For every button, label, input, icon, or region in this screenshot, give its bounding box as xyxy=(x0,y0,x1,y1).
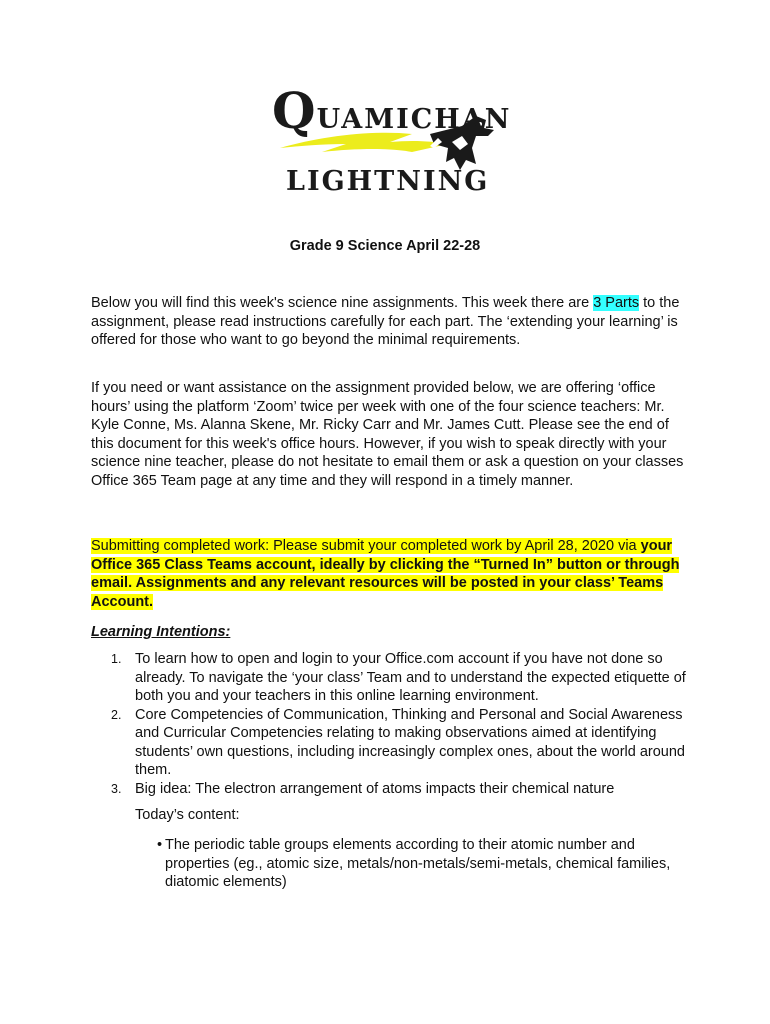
bullet-item xyxy=(135,836,695,892)
list-item xyxy=(91,706,691,780)
intro-paragraph xyxy=(91,294,691,350)
list-item xyxy=(91,780,691,799)
submitting-text: Submitting completed work: Please submit your completed work by April 28, 2020 via xyxy=(91,538,641,554)
school-logo xyxy=(262,81,512,204)
intro-text-end: to the assignment, please read instructions carefully for each part. The ‘extending your learning’ is offered for those who want to go beyond the minimal requirements. xyxy=(91,295,680,348)
learning-intentions-heading: Learning Intentions: xyxy=(91,624,231,640)
list-item-text: Big idea: The electron arrangement of atoms impacts their chemical nature xyxy=(135,780,615,797)
assistance-paragraph: If you need or want assistance on the assignment provided below, we are offering ‘office hours’ using the platform ‘Zoom’ twice per week with one of the four science teachers: Mr. Kyle Conne, Ms. Alanna Skene, Mr. Ricky Carr and Mr. James Cutt. Please see the end of this document for this week's office hours. However, if you wish to speak directly with your science nine teacher, please do not hesitate to email them or ask a question on your classes Office 365 Team page at any time and they will respond in a timely manner. xyxy=(91,380,684,489)
todays-content-list xyxy=(135,836,695,892)
logo-wordmark-top: QUAMICHAN xyxy=(272,81,512,140)
list-number: 2. xyxy=(111,707,122,722)
list-item-text: Core Competencies of Communication, Thinking and Personal and Social Awareness and Curricular Competencies relating to making observations aimed at identifying students’ own questions, including increasingly complex ones, about the world around them. xyxy=(135,706,685,778)
parts-highlight: 3 Parts xyxy=(593,295,640,311)
intro-text-start: Below you will find this week's science nine assignments. This week there are xyxy=(91,295,594,311)
bullet-icon: • xyxy=(157,837,163,853)
todays-content-label: Today’s content: xyxy=(135,807,240,823)
list-item-text: To learn how to open and login to your Office.com account if you have not done so already. To navigate the ‘your class’ Team and to understand the expected etiquette of both you and your teachers in this online learning environment. xyxy=(135,651,686,704)
learning-intentions-list xyxy=(91,650,691,798)
document-title: Grade 9 Science April 22-28 xyxy=(289,238,481,254)
bullet-item-text: The periodic table groups elements according to their atomic number and properties (eg., atomic size, metals/non-metals/semi-metals, chemical families, diatomic elements) xyxy=(165,837,671,890)
logo-wordmark-bottom: LIGHTNING xyxy=(286,166,490,197)
list-number: 3. xyxy=(111,781,122,796)
submitting-paragraph xyxy=(91,537,691,611)
list-item xyxy=(91,650,691,706)
list-number: 1. xyxy=(111,652,122,666)
submitting-bold-text: your Office 365 Class Teams account, ideally by clicking the “Turned In” button or through email. Assignments and any relevant resources will be posted in your class’ Teams Account. xyxy=(91,538,680,610)
